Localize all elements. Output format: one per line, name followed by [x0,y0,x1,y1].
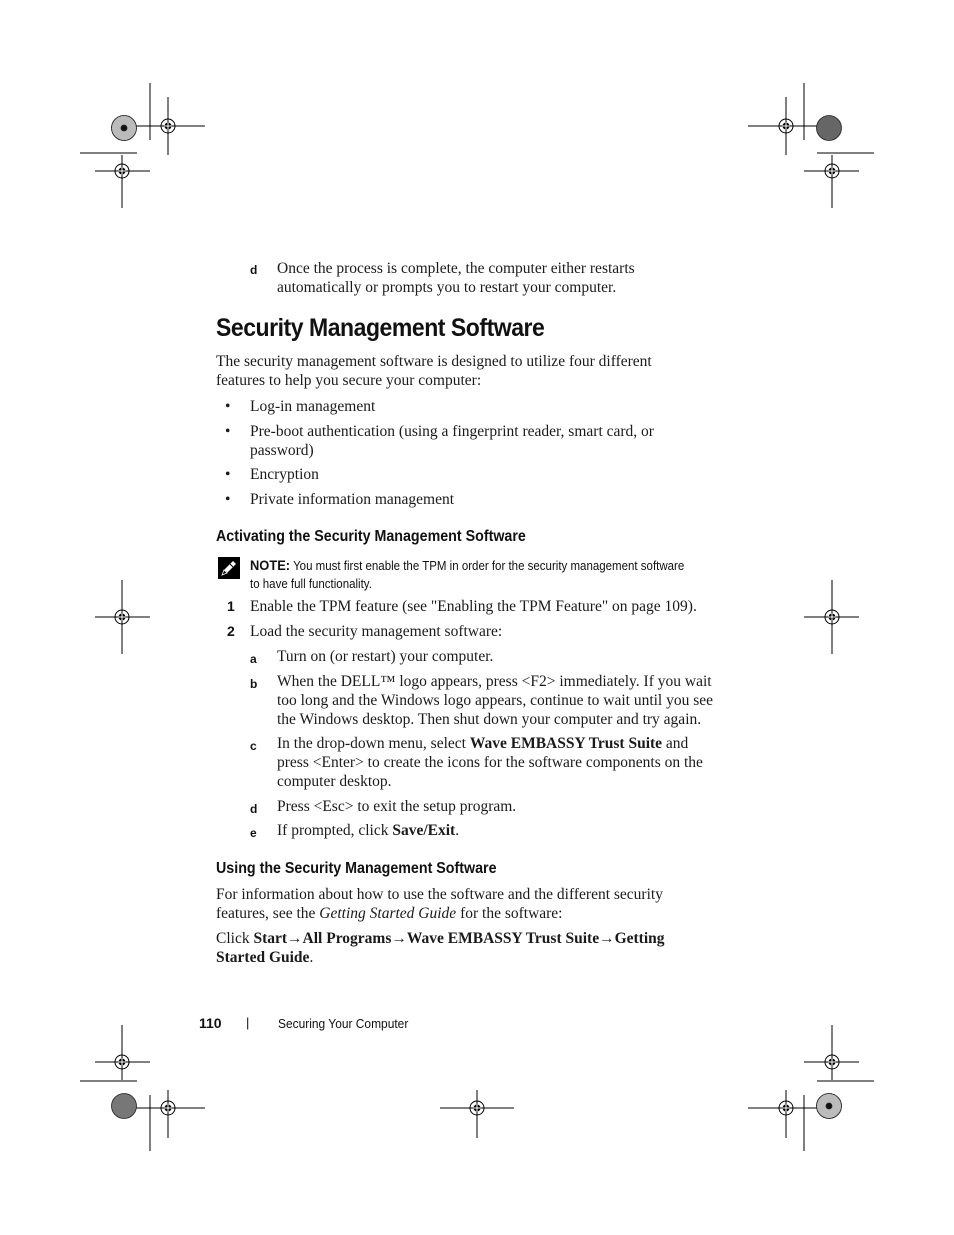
section-heading-using: Using the Security Management Software [216,860,497,877]
arrow-icon: → [391,930,407,947]
substep-text: If prompted, click Save/Exit. [277,822,460,839]
step-number: 2 [227,623,235,639]
step-text: Once the process is complete, the computer either restarts automatically or prompts you to restart your computer. [277,260,635,296]
bullet-icon: • [225,491,231,508]
bullet-item: Encryption [250,466,319,483]
step-number: 1 [227,598,235,614]
substep-marker: e [250,826,257,840]
bullet-icon: • [225,423,231,440]
substep-marker: a [250,652,257,666]
guide-title: Getting Started Guide [319,905,457,922]
step-marker: d [250,263,258,277]
note-label: NOTE: [250,557,291,573]
note-body: You must first enable the TPM in order for the security management software to have full functionality. [250,559,685,591]
using-paragraph: For information about how to use the software and the different security features, see the Getting Started Guide for the software: [216,886,663,922]
bullet-icon: • [225,466,231,483]
step-text: Load the security management software: [250,623,503,640]
note-text [250,556,692,593]
arrow-icon: → [287,930,303,947]
page-number: 110 [199,1015,222,1031]
note-icon [218,557,240,579]
ui-name: Save/Exit [392,822,456,839]
menu-item-all-programs: All Programs [302,930,392,947]
substep-text: When the DELL™ logo appears, press <F2> immediately. If you wait too long and the Windows logo appears, continue to wait until you see the Windows desktop. Then shut down your computer and try again. [277,673,714,728]
menu-item-start: Start [253,930,288,947]
footer-section: Securing Your Computer [278,1016,409,1031]
ui-name: Wave EMBASSY Trust Suite [469,735,663,752]
menu-item-getting-started: Getting Started Guide [216,930,665,966]
substep-marker: d [250,802,258,816]
step-text: Enable the TPM feature (see "Enabling the TPM Feature" on page 109). [250,598,697,615]
menu-path: Click Start→All Programs→Wave EMBASSY Trust Suite→Getting Started Guide. [216,930,665,966]
bullet-item: Private information management [250,491,455,508]
bullet-icon: • [225,398,231,415]
section-heading-activating: Activating the Security Management Software [216,528,526,545]
arrow-icon: → [599,930,615,947]
star-target [112,116,137,141]
menu-item-wave: Wave EMBASSY Trust Suite [406,930,600,947]
substep-text: Press <Esc> to exit the setup program. [277,798,517,815]
substep-text: In the drop-down menu, select Wave EMBASSY Trust Suite and press <Enter> to create the icons for the software components on the computer desktop. [277,735,703,790]
substep-text: Turn on (or restart) your computer. [277,648,494,665]
bullet-item: Log-in management [250,398,376,415]
footer-separator: | [246,1015,250,1030]
bullet-item: Pre-boot authentication (using a fingerprint reader, smart card, or password) [250,423,654,459]
substep-marker: c [250,739,257,753]
substep-marker: b [250,677,258,691]
page-title: Security Management Software [216,314,545,342]
intro-paragraph: The security management software is designed to utilize four different features to help you secure your computer: [216,353,652,389]
